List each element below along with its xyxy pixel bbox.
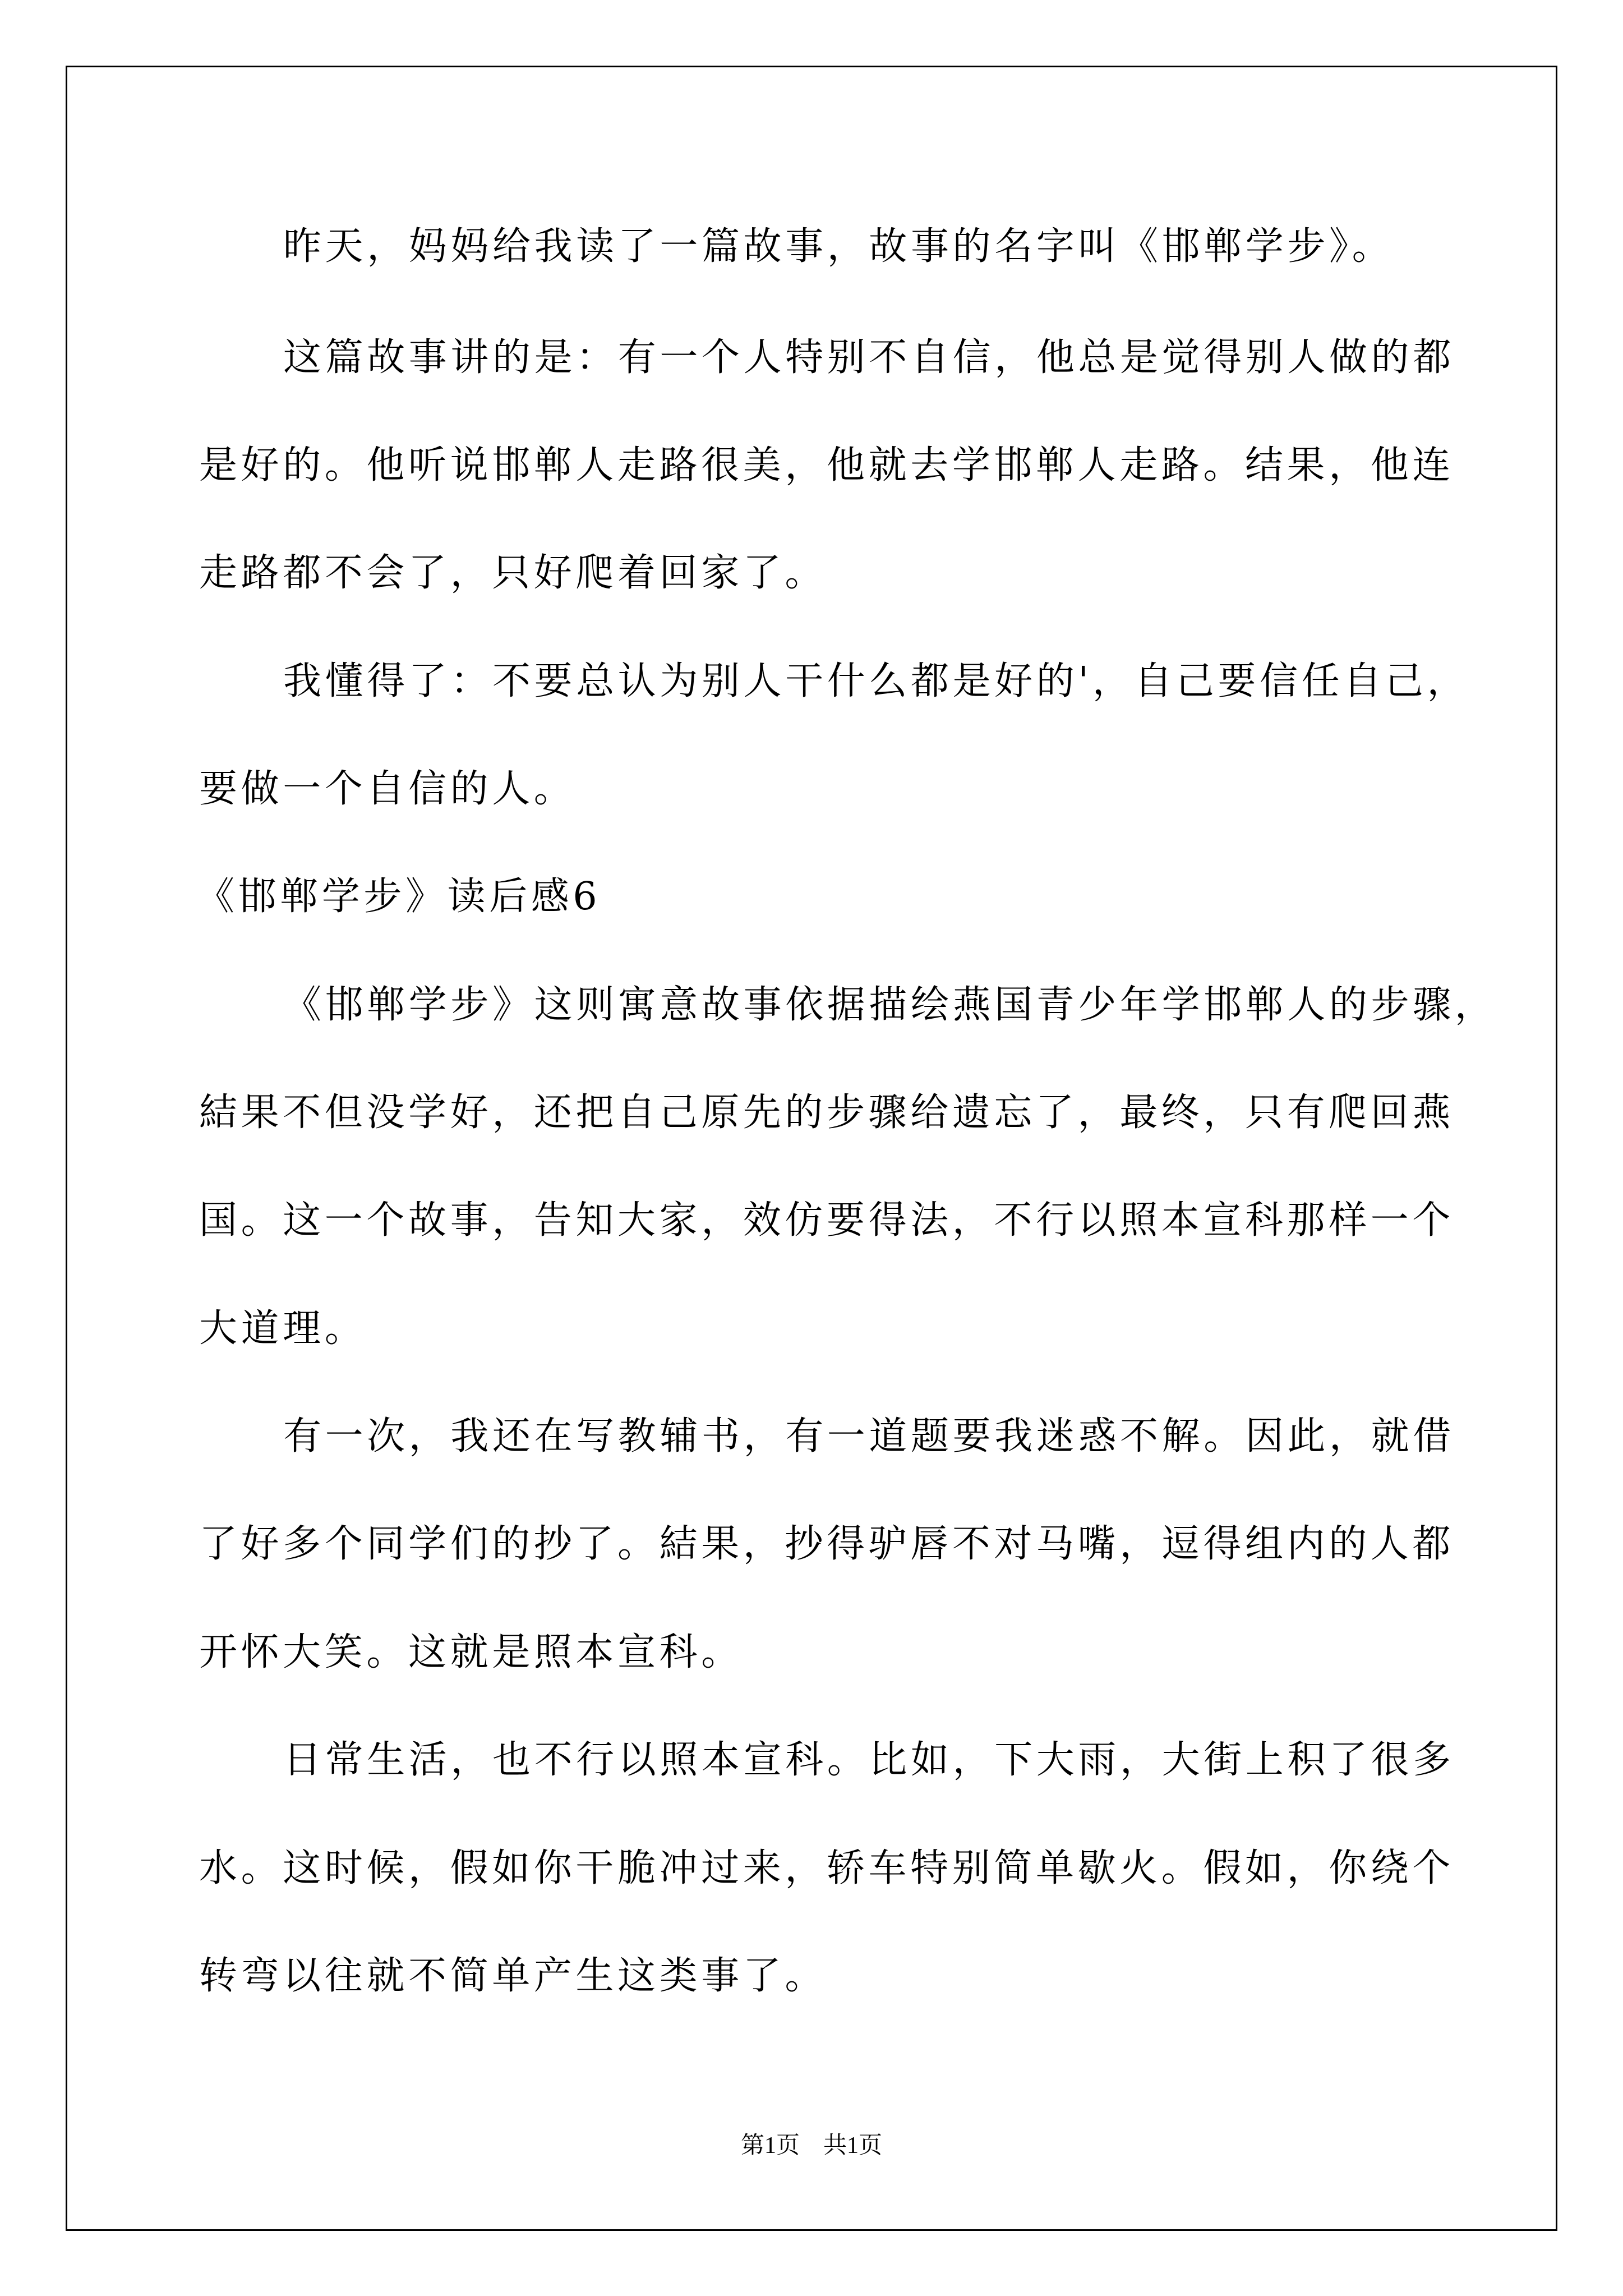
page-border	[66, 66, 1557, 2231]
paragraph-4-line-2: 結果不但没学好，还把自己原先的步骤给遗忘了，最终，只有爬回燕	[199, 1091, 1455, 1135]
page-footer: 第1页 共1页	[740, 2133, 882, 2159]
paragraph-2-line-3: 走路都不会了，只好爬着回家了。	[199, 551, 827, 595]
paragraph-6-line-1: 日常生活，也不行以照本宣科。比如，下大雨，大街上积了很多	[283, 1738, 1455, 1782]
paragraph-4-line-4: 大道理。	[199, 1306, 367, 1351]
paragraph-6-line-3: 转弯以往就不简单产生这类事了。	[199, 1954, 827, 1998]
paragraph-1-line-1: 昨天，妈妈给我读了一篇故事，故事的名字叫《邯郸学步》。	[283, 224, 1394, 269]
paragraph-3-line-2: 要做一个自信的人。	[199, 767, 576, 811]
paragraph-5-line-2: 了好多个同学们的抄了。結果，抄得驴唇不对马嘴，逗得组内的人都	[199, 1522, 1455, 1566]
paragraph-4-line-1: 《邯郸学步》这则寓意故事依据描绘燕国青少年学邯郸人的步骤，	[283, 983, 1497, 1027]
paragraph-5-line-3: 开怀大笑。这就是照本宣科。	[199, 1630, 743, 1674]
paragraph-2-line-1: 这篇故事讲的是：有一个人特别不自信，他总是觉得别人做的都	[283, 335, 1455, 380]
paragraph-3-line-1: 我懂得了：不要总认为别人干什么都是好的'，自己要信任自己，	[283, 659, 1469, 703]
paragraph-6-line-2: 水。这时候，假如你干脆冲过来，轿车特别简单歇火。假如，你绕个	[199, 1846, 1455, 1890]
paragraph-4-line-3: 国。这一个故事，告知大家，效仿要得法，不行以照本宣科那样一个	[199, 1198, 1455, 1243]
paragraph-2-line-2: 是好的。他听说邯郸人走路很美，他就去学邯郸人走路。结果，他连	[199, 443, 1455, 487]
paragraph-5-line-1: 有一次，我还在写教辅书，有一道题要我迷惑不解。因此，就借	[283, 1414, 1455, 1458]
section-heading: 《邯郸学步》读后感6	[196, 875, 601, 919]
